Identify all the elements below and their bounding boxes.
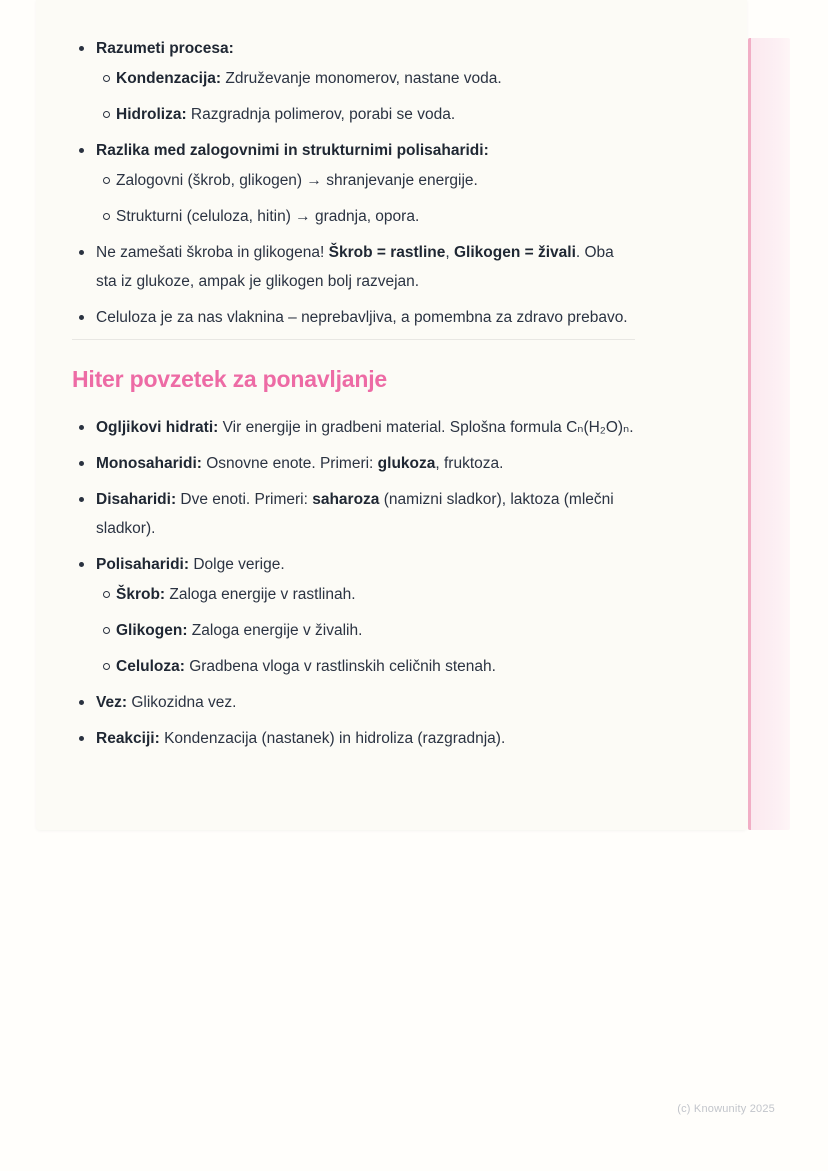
list-item-text <box>116 202 635 231</box>
list-item <box>72 136 635 165</box>
bullet-icon <box>79 425 84 430</box>
list-item <box>72 449 635 478</box>
text-segment: Vir energije in gradbeni material. Splošna formula Cₙ(H₂O)ₙ. <box>218 419 634 436</box>
bold-text: Glikogen: <box>116 622 188 639</box>
list-item-group <box>72 136 635 231</box>
bullet-icon <box>79 461 84 466</box>
list-item-group <box>72 550 635 681</box>
sub-list-item <box>72 616 635 645</box>
list-item <box>72 34 635 63</box>
list-item <box>72 724 635 753</box>
bullet-icon <box>79 562 84 567</box>
text-segment: (namizni sladkor), laktoza (mlečni sladkor). <box>96 491 614 537</box>
sub-list-item <box>72 100 635 129</box>
bullet-icon <box>79 148 84 153</box>
summary-list <box>72 413 635 753</box>
circle-bullet-icon <box>103 177 110 184</box>
bold-text: Kondenzacija: <box>116 70 222 87</box>
text-segment: , fruktoza. <box>435 455 504 472</box>
text-segment: . Oba sta iz glukoze, ampak je glikogen bolj razvejan. <box>96 244 614 290</box>
text-segment: Ne zamešati škroba in glikogena! <box>96 244 329 261</box>
list-item <box>72 485 635 543</box>
notes-card <box>36 0 747 830</box>
list-item-text <box>96 303 635 332</box>
sub-list-item <box>72 64 635 93</box>
list-item-group <box>72 724 635 753</box>
list-item <box>72 238 635 296</box>
footer-credit: (c) Knowunity 2025 <box>677 1103 775 1115</box>
bullet-icon <box>79 315 84 320</box>
list-item <box>72 688 635 717</box>
section-divider <box>72 339 635 340</box>
circle-bullet-icon <box>103 627 110 634</box>
text-segment: Združevanje monomerov, nastane voda. <box>221 70 502 87</box>
bullet-icon <box>79 46 84 51</box>
list-item-group <box>72 688 635 717</box>
bold-text: Vez: <box>96 694 128 711</box>
bold-text: Škrob: <box>116 586 166 603</box>
bold-text: Hidroliza: <box>116 106 187 123</box>
list-item-group <box>72 238 635 296</box>
bullet-icon <box>79 250 84 255</box>
text-segment: Celuloza je za nas vlaknina – neprebavljiva, a pomembna za zdravo prebavo. <box>96 309 628 326</box>
list-item-group <box>72 485 635 543</box>
list-item-group <box>72 413 635 442</box>
bold-text: Celuloza: <box>116 658 185 675</box>
text-segment: Strukturni (celuloza, hitin) → gradnja, opora. <box>116 208 420 225</box>
list-item-text <box>96 485 635 543</box>
list-item-text <box>116 100 635 129</box>
bold-text: Polisaharidi: <box>96 556 190 573</box>
circle-bullet-icon <box>103 111 110 118</box>
bold-text: Glikogen = živali <box>453 244 576 261</box>
list-item-text <box>116 166 635 195</box>
text-segment: Dve enoti. Primeri: <box>176 491 313 508</box>
bold-text: Monosaharidi: <box>96 455 202 472</box>
text-segment: Dolge verige. <box>189 556 285 573</box>
circle-bullet-icon <box>103 591 110 598</box>
bold-text: Ogljikovi hidrati: <box>96 419 219 436</box>
list-item-text <box>96 724 635 753</box>
bullet-icon <box>79 700 84 705</box>
bold-text: Razumeti procesa: <box>96 40 234 57</box>
page-edge-strip <box>748 38 790 830</box>
text-segment: Zaloga energije v rastlinah. <box>165 586 356 603</box>
bold-text: saharoza <box>312 491 380 508</box>
text-segment: Glikozidna vez. <box>127 694 237 711</box>
list-item-group <box>72 449 635 478</box>
bold-text: Škrob = rastline <box>328 244 446 261</box>
list-item <box>72 413 635 442</box>
list-item-text <box>96 449 635 478</box>
list-item <box>72 303 635 332</box>
sub-list-item <box>72 166 635 195</box>
circle-bullet-icon <box>103 213 110 220</box>
bullet-icon <box>79 497 84 502</box>
circle-bullet-icon <box>103 75 110 82</box>
bold-text: Reakciji: <box>96 730 160 747</box>
bold-text: Disaharidi: <box>96 491 177 508</box>
bold-text: glukoza <box>377 455 436 472</box>
text-segment: Gradbena vloga v rastlinskih celičnih stenah. <box>184 658 496 675</box>
list-item-text <box>96 688 635 717</box>
list-item-text <box>116 616 635 645</box>
sub-list-item <box>72 580 635 609</box>
text-segment: Zaloga energije v živalih. <box>187 622 363 639</box>
text-segment: Kondenzacija (nastanek) in hidroliza (razgradnja). <box>159 730 506 747</box>
text-segment: Zalogovni (škrob, glikogen) → shranjevanje energije. <box>116 172 478 189</box>
list-item-text <box>116 580 635 609</box>
text-segment: , <box>445 244 454 261</box>
sub-list-item <box>72 202 635 231</box>
list-item-text <box>96 238 635 296</box>
notes-list <box>72 34 635 332</box>
list-item-text <box>96 136 635 165</box>
list-item-group <box>72 303 635 332</box>
text-segment: Razgradnja polimerov, porabi se voda. <box>186 106 456 123</box>
summary-heading: Hiter povzetek za ponavljanje <box>72 366 388 392</box>
circle-bullet-icon <box>103 663 110 670</box>
list-item-text <box>96 34 635 63</box>
list-item-text <box>116 64 635 93</box>
text-segment: Osnovne enote. Primeri: <box>201 455 378 472</box>
bullet-icon <box>79 736 84 741</box>
list-item-text <box>96 550 635 579</box>
list-item-group <box>72 34 635 129</box>
list-item-text <box>116 652 635 681</box>
list-item-text <box>96 413 635 442</box>
sub-list-item <box>72 652 635 681</box>
bold-text: Razlika med zalogovnimi in strukturnimi polisaharidi: <box>96 142 489 159</box>
list-item <box>72 550 635 579</box>
